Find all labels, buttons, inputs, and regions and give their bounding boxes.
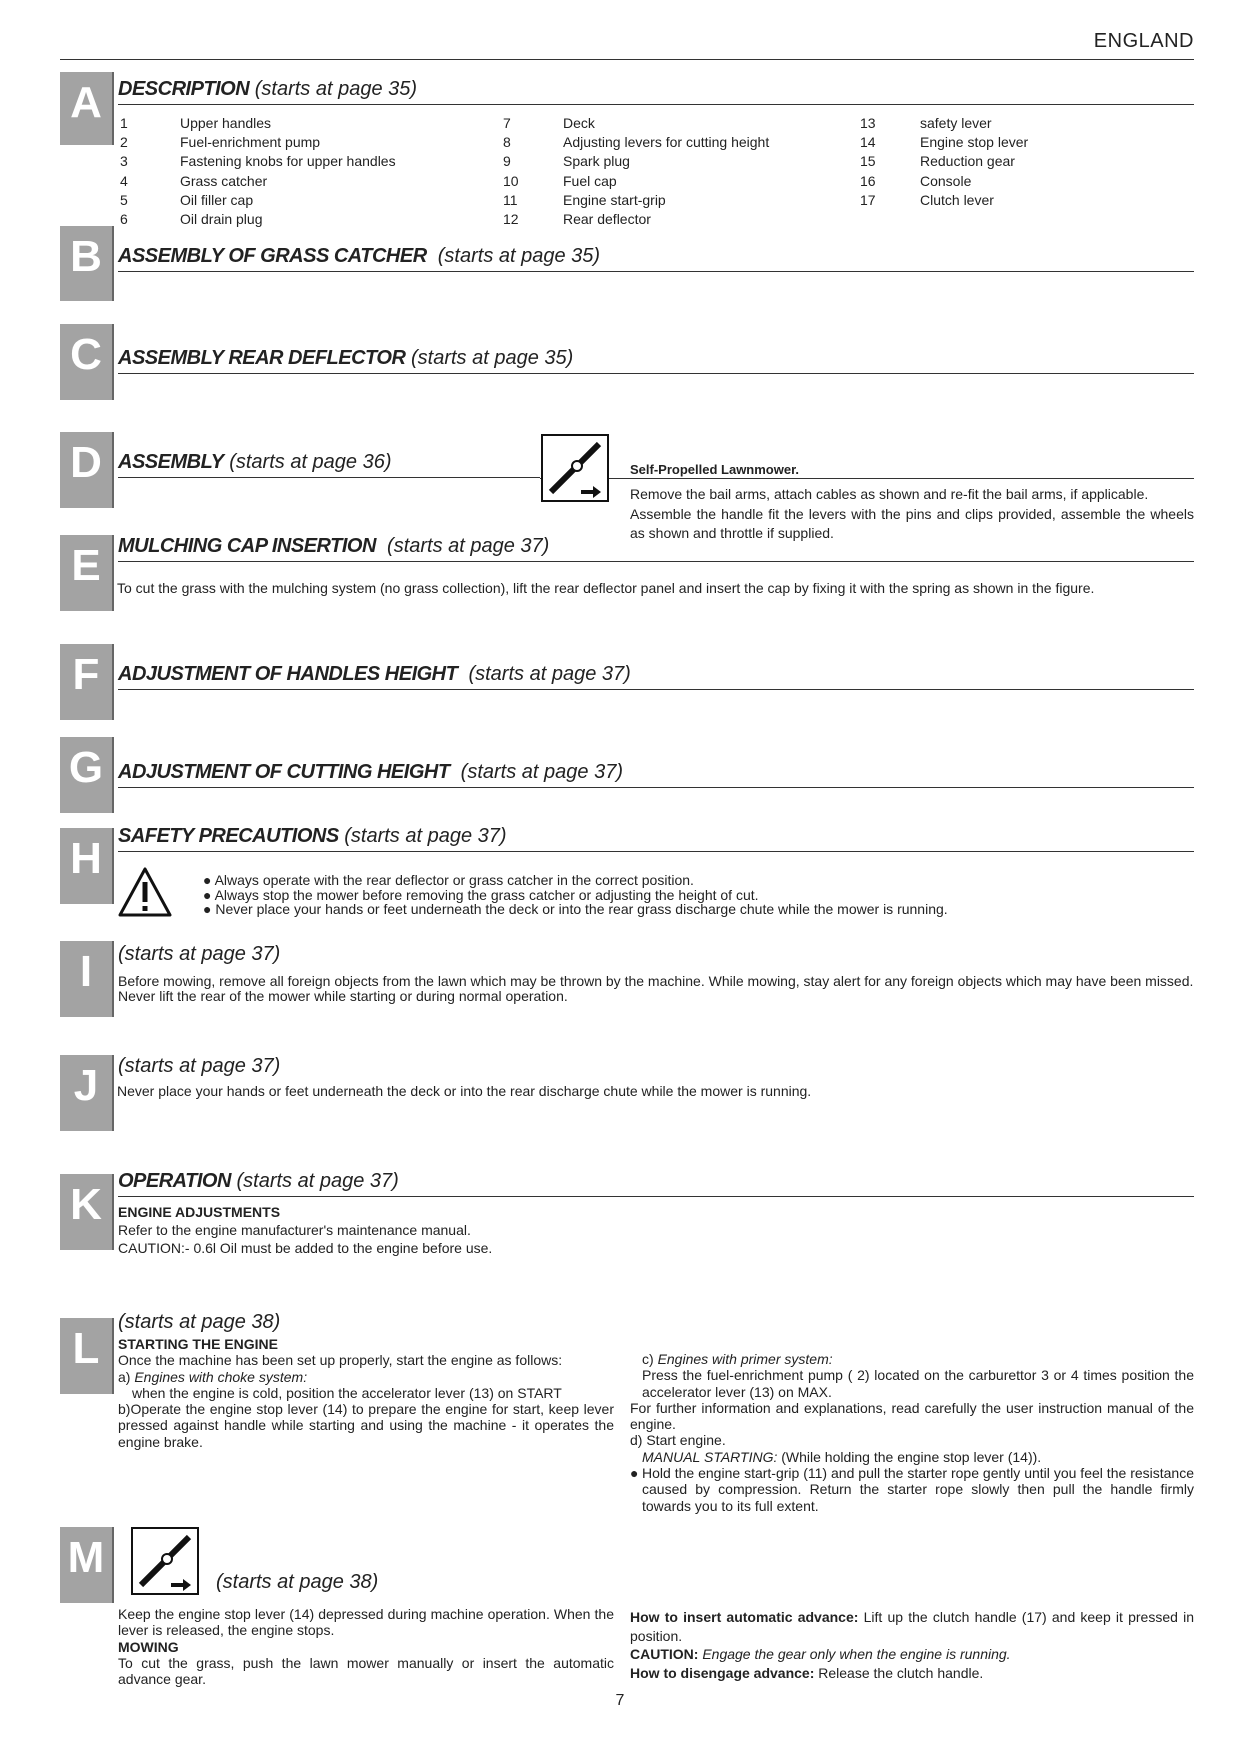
heading-safety: SAFETY PRECAUTIONS (starts at page 37) [118, 825, 1194, 852]
section-letter-g: G [60, 737, 112, 813]
self-propelled-text: Remove the bail arms, attach cables as shown and re-fit the bail arms, if applicable. Assemble the handle fit the levers with the pins and clips provided, assemble the wheels as shown and throttle if supplied. [630, 486, 1194, 541]
section-j-pages: (starts at page 37) [118, 1055, 281, 1077]
safety-bullets [203, 873, 948, 917]
section-letter-f: F [60, 644, 112, 720]
parts-list-col3 [860, 114, 1028, 210]
top-rule [60, 59, 1194, 60]
list-item: 7 Deck [503, 115, 595, 131]
list-item: 13 safety lever [860, 115, 992, 131]
list-item: 5 Oil filler cap [120, 191, 254, 208]
heading-mulching: MULCHING CAP INSERTION (starts at page 37) [118, 535, 1194, 562]
mulching-text: To cut the grass with the mulching system (no grass collection), lift the rear deflector panel and insert the cap by fixing it with the spring as shown in the figure. [117, 580, 1095, 596]
section-j-text: Never place your hands or feet underneath the deck or into the rear discharge chute while the mower is running. [117, 1083, 812, 1099]
heading-title: DESCRIPTION [118, 78, 250, 100]
warning-icon [117, 866, 173, 923]
list-item: ● Always operate with the rear deflector or grass catcher in the correct position. [203, 872, 694, 888]
list-item: 12 Rear deflector [503, 211, 651, 228]
list-item: 10 Fuel cap [503, 172, 617, 189]
list-item: 3 Fastening knobs for upper handles [120, 153, 396, 170]
section-letter-j: J [60, 1055, 112, 1131]
page-number: 7 [615, 1692, 625, 1709]
heading-operation: OPERATION (starts at page 37) [118, 1170, 1194, 1197]
section-letter-e: E [60, 535, 112, 611]
list-item: 1 Upper handles [120, 115, 272, 131]
self-propelled-icon [131, 1527, 199, 1595]
list-item: 11 Engine start-grip [503, 191, 666, 208]
section-i-text: Before mowing, remove all foreign objects from the lawn which may be thrown by the machine. While mowing, stay alert for any foreign objects which may have been missed. Never lift the rear of the mower while starting or during normal operation. [118, 973, 1194, 1004]
section-letter-l: L [60, 1318, 112, 1394]
list-item: 2 Fuel-enrichment pump [120, 134, 321, 151]
heading-description [118, 78, 1194, 105]
mowing-right: How to insert automatic advance: Lift up the clutch handle (17) and keep it pressed in position. CAUTION: Engage the gear only when the engine is running. How to disengage advance: Release the clutch handle. [630, 1609, 1194, 1681]
list-item: 9 Spark plug [503, 153, 630, 170]
section-letter-m: M [60, 1527, 112, 1603]
parts-list-col2 [503, 114, 769, 229]
country-label: ENGLAND [1093, 30, 1194, 52]
self-propelled-title: Self-Propelled Lawnmower. [630, 462, 800, 477]
list-item: 16 Console [860, 172, 972, 189]
list-item: 14 Engine stop lever [860, 134, 1029, 151]
section-l-pages: (starts at page 38) [118, 1311, 281, 1333]
list-item: 4 Grass catcher [120, 172, 268, 189]
heading-grass-catcher: ASSEMBLY OF GRASS CATCHER (starts at page 35) [118, 245, 1194, 272]
operation-text: ENGINE ADJUSTMENTS Refer to the engine manufacturer's maintenance manual. CAUTION:- 0.6l Oil must be added to the engine before use. [118, 1204, 493, 1256]
parts-list-col1 [120, 114, 396, 229]
starting-left: STARTING THE ENGINE Once the machine has been set up properly, start the engine as follows: a) Engines with choke system: when the engine is cold, position the accelerator lever (13) on START b)Operate the engine stop lever (14) to prepare the engine for start, keep lever pressed against handle while starting and using the machine - it operates the engine brake. [118, 1336, 614, 1450]
list-item: 8 Adjusting levers for cutting height [503, 134, 770, 151]
assembly-rule [540, 478, 1194, 479]
section-letter-b: B [60, 226, 112, 301]
list-item: 6 Oil drain plug [120, 211, 263, 228]
list-item: ● Always stop the mower before removing the grass catcher or adjusting the height of cut. [203, 886, 759, 903]
section-letter-i: I [60, 941, 112, 1017]
heading-assembly: ASSEMBLY (starts at page 36) [118, 451, 540, 478]
heading-rear-deflector: ASSEMBLY REAR DEFLECTOR (starts at page 35) [118, 347, 1194, 374]
section-letter-c: C [60, 324, 112, 400]
section-m-pages: (starts at page 38) [216, 1571, 379, 1593]
section-i-pages: (starts at page 37) [118, 943, 281, 965]
section-letter-k: K [60, 1174, 112, 1250]
heading-pages: (starts at page 35) [254, 78, 418, 100]
list-item: 15 Reduction gear [860, 153, 1015, 170]
section-letter-a: A [60, 72, 112, 145]
self-propelled-icon [541, 434, 609, 502]
mowing-left: Keep the engine stop lever (14) depressed during machine operation. When the lever is released, the engine stops. MOWING To cut the grass, push the lawn mower manually or insert the automatic advance gear. [118, 1606, 614, 1688]
starting-right: c) Engines with primer system: Press the fuel-enrichment pump ( 2) located on the carburettor 3 or 4 times position the accelerator lever (13) on MAX. For further information and explanations, read carefully the user instruction manual of the engine. d) Start engine. MANUAL STARTING: (While holding the engine stop lever (14)). ● Hold the engine start-grip (11) and pull the starter rope gently until you feel the resistance caused by compression. Return the starter rope slowly then pull the handle firmly towards you to its full extent. [630, 1351, 1194, 1514]
section-letter-d: D [60, 432, 112, 508]
section-letter-h: H [60, 828, 112, 904]
list-item: ● Never place your hands or feet underneath the deck or into the rear grass discharge chute while the mower is running. [203, 901, 948, 917]
heading-cutting-height: ADJUSTMENT OF CUTTING HEIGHT (starts at page 37) [118, 761, 1194, 788]
list-item: 17 Clutch lever [860, 191, 994, 208]
heading-handles-height: ADJUSTMENT OF HANDLES HEIGHT (starts at page 37) [118, 663, 1194, 690]
